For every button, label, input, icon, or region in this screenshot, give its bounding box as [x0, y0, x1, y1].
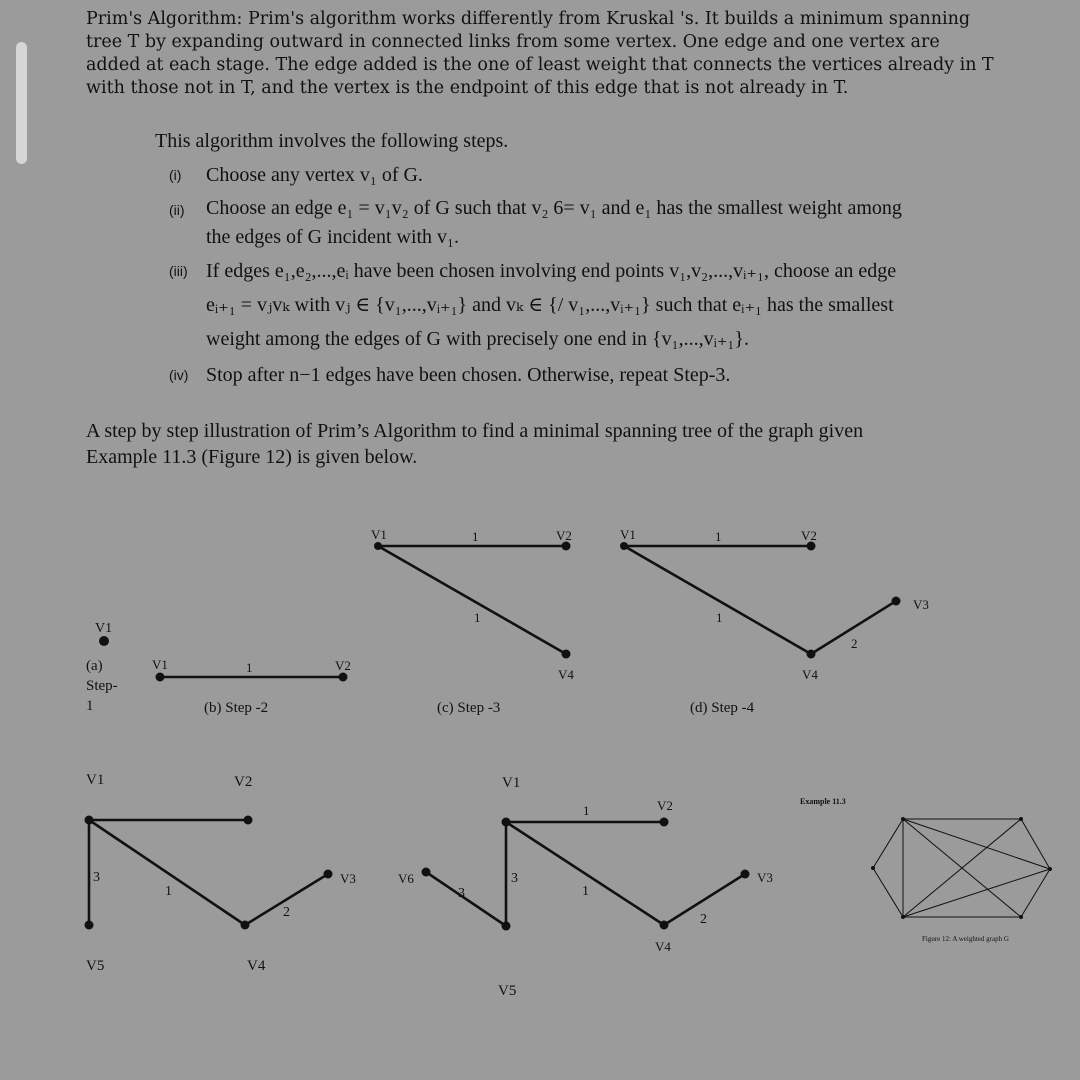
- vertex: [241, 921, 250, 930]
- edge: [624, 546, 811, 654]
- graph-vertices: [85, 542, 901, 931]
- vertex-label: V5: [498, 983, 517, 999]
- vertex: [324, 870, 333, 879]
- vertex: [562, 650, 571, 659]
- step-text: weight among the edges of G with precisely one end in {v₁,...,vᵢ₊₁}.: [206, 328, 749, 350]
- vertex-label: V1: [152, 657, 168, 672]
- vertex-label: V1: [502, 775, 521, 791]
- intro-line: tree T by expanding outward in connected links from some vertex. One edge and one vertex are: [86, 32, 940, 52]
- vertex-label: V2: [234, 774, 253, 790]
- vertex-label: V3: [340, 871, 356, 886]
- step-text: the edges of G incident with v₁.: [206, 226, 460, 248]
- vertex: [374, 542, 382, 550]
- example-title: Example 11.3: [800, 797, 846, 806]
- intro-line: Prim's Algorithm: Prim's algorithm works differently from Kruskal 's. It builds a minimum spanning: [86, 9, 971, 29]
- vertex: [660, 921, 669, 930]
- step-number: (iii): [169, 263, 188, 279]
- step-text: Stop after n−1 edges have been chosen. Otherwise, repeat Step-3.: [206, 364, 731, 386]
- diagram-caption: (a): [86, 658, 103, 674]
- vertex: [502, 818, 511, 827]
- vertex-label: V6: [398, 871, 414, 886]
- edge-weight: 1: [583, 803, 590, 818]
- vertex-label: V1: [86, 772, 105, 788]
- edge: [378, 546, 566, 654]
- edge-weight: 2: [700, 912, 707, 927]
- vertex-label: V2: [335, 658, 351, 673]
- edge-weight: 1: [246, 660, 253, 675]
- vertex: [85, 816, 94, 825]
- steps-lead: This algorithm involves the following steps.: [155, 130, 509, 152]
- edge-weight: 1: [474, 610, 481, 625]
- vertex: [807, 650, 816, 659]
- intro-line: with those not in T, and the vertex is the endpoint of this edge that is not already in T.: [86, 78, 849, 98]
- figure-caption: Figure 12: A weighted graph G: [922, 935, 1009, 943]
- edge-weight: 3: [458, 886, 465, 901]
- illustration-line: A step by step illustration of Prim’s Algorithm to find a minimal spanning tree of the graph given: [86, 420, 864, 442]
- vertex-label: V3: [757, 870, 773, 885]
- step-text: Choose an edge e₁ = v₁v₂ of G such that v₂ 6= v₁ and e₁ has the smallest weight among: [206, 197, 902, 219]
- edge: [426, 872, 506, 926]
- vertex-label: V4: [802, 667, 818, 682]
- vertex: [156, 673, 165, 682]
- diagram-caption: (c) Step -3: [437, 700, 501, 716]
- step-number: (ii): [169, 202, 185, 218]
- vertex-label: V1: [95, 621, 113, 636]
- edge-weight: 1: [715, 529, 722, 544]
- step-number: (i): [169, 167, 182, 183]
- diagram-caption: Step-: [86, 678, 118, 694]
- vertex-label: V2: [556, 528, 572, 543]
- vertex: [660, 818, 669, 827]
- vertex-label: V4: [247, 958, 266, 974]
- step-text: Choose any vertex v₁ of G.: [206, 164, 423, 186]
- edge: [89, 820, 245, 925]
- vertex: [85, 921, 94, 930]
- vertex: [244, 816, 253, 825]
- vertex: [99, 636, 109, 646]
- vertex: [892, 597, 901, 606]
- step-text: eᵢ₊₁ = vⱼvₖ with vⱼ ∈ {v₁,...,vᵢ₊₁} and vₖ ∈ {/ v₁,...,vᵢ₊₁} such that eᵢ₊₁ has the smallest: [206, 294, 894, 316]
- edge-weight: 2: [851, 636, 858, 651]
- vertex-label: V1: [620, 527, 636, 542]
- vertex-label: V1: [371, 527, 387, 542]
- edge-weight: 3: [93, 870, 100, 885]
- edge-weight: 1: [165, 884, 172, 899]
- vertex-label: V3: [913, 597, 929, 612]
- vertex-label: V2: [657, 798, 673, 813]
- vertex: [502, 922, 511, 931]
- edge-weight: 2: [283, 905, 290, 920]
- vertex-label: V2: [801, 528, 817, 543]
- edge-weight: 1: [582, 884, 589, 899]
- figure-12-weighted-graph: [800, 797, 1052, 943]
- step-number: (iv): [169, 367, 189, 383]
- diagram-caption: (d) Step -4: [690, 700, 755, 716]
- edge-weight: 3: [511, 871, 518, 886]
- vertex-label: V4: [558, 667, 574, 682]
- edge-weight: 1: [472, 529, 479, 544]
- vertex: [741, 870, 750, 879]
- illustration-line: Example 11.3 (Figure 12) is given below.: [86, 446, 418, 468]
- vertex: [422, 868, 431, 877]
- vertex-label: V4: [655, 939, 671, 954]
- diagram-caption: 1: [86, 698, 94, 714]
- vertex: [620, 542, 628, 550]
- graph-edges: [89, 546, 896, 926]
- intro-line: added at each stage. The edge added is the one of least weight that connects the vertices already in T: [86, 55, 994, 75]
- step-text: If edges e₁,e₂,...,eᵢ have been chosen involving end points v₁,v₂,...,vᵢ₊₁, choose an edge: [206, 260, 897, 282]
- edge-weight: 1: [716, 610, 723, 625]
- vertex-label: V5: [86, 958, 105, 974]
- diagram-caption: (b) Step -2: [204, 700, 269, 716]
- edge: [506, 822, 664, 925]
- vertex: [339, 673, 348, 682]
